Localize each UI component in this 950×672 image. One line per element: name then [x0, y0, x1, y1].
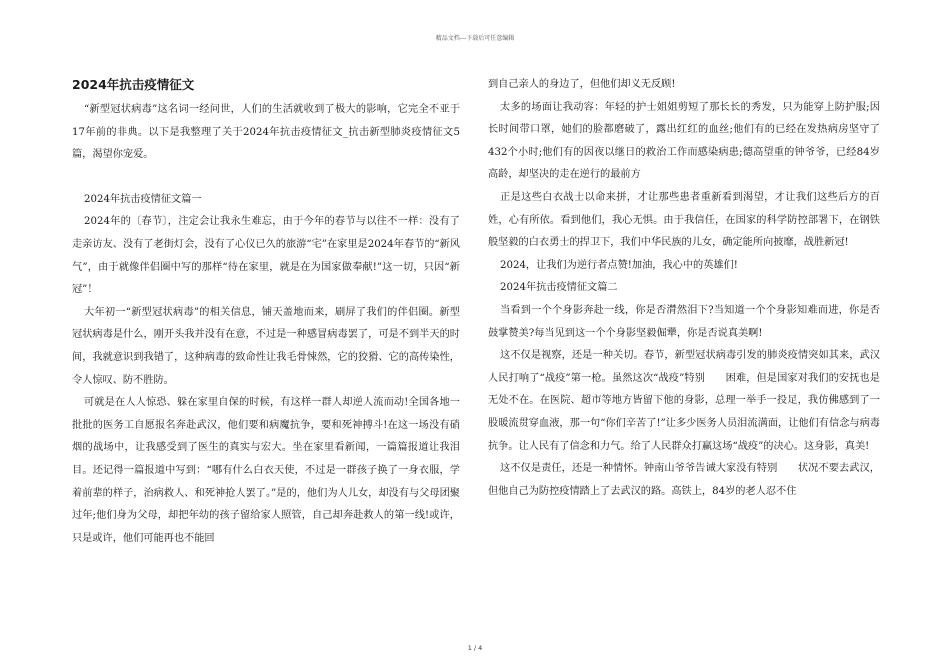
- right-column: [488, 74, 880, 503]
- paragraph: 2024，让我们为逆行者点赞!加油，我心中的英雄们!: [500, 259, 738, 271]
- page-number: 1 / 4: [467, 644, 483, 652]
- left-column: [72, 72, 460, 550]
- paragraph: 当看到一个个身影奔赴一线，你是否潸然泪下?当知道一个个身影知难而进，你是否鼓掌赞美?每当见到这一个个身影坚毅倔犟，你是否说真美啊!: [488, 304, 880, 339]
- paragraph: 这不仅是视察，还是一种关切。春节，新型冠状病毒引发的肺炎疫情突如其来，武汉人民打响了“战疫”第一枪。虽然这次“战疫”特别 困难，但是国家对我们的安抚也是无处不在。在医院、超市等地方皆留下他的身影，总理一举手一投足，我仿佛感到了一股暖流贯穿血液，那一句“你们辛苦了!”让多少医务人员泪流满面，让他们有信念与病毒抗争。让人民有了信念和力气。给了人民群众打赢这场“战疫”的决心。这身影，真美!: [488, 350, 880, 452]
- paragraph: 可就是在人人惊恐、躲在家里自保的时候，有这样一群人却逆人流而动!全国各地一批批的医务工自愿报名奔赴武汉，他们要和病魔抗争，要和死神搏斗!在这一场没有硝烟的战场中，让我感受到了医生的真实与宏大。坐在家里看新闻，一篇篇报道让我泪目。还记得一篇报道中写到：“哪有什么白衣天使，不过是一群孩子换了一身衣服，学着前辈的样子，治病救人、和死神抢人罢了。”是的，他们为人儿女，却没有与父母团聚过年;他们身为父母，却把年幼的孩子留给家人照管，自己却奔赴救人的第一线!或许，只是或许，他们可能再也不能回: [72, 397, 460, 544]
- paragraph: 大年初一“新型冠状病毒”的相关信息，铺天盖地而来，刷屏了我们的伴侣圈。新型冠状病毒是什么，刚开头我并没有在意，不过是一种感冒病毒罢了，可是不到半天的时间，我就意识到我错了，这种病毒的致命性让我毛骨悚然，它的狡猾、它的高传染性，令人惊叹、防不胜防。: [72, 306, 460, 386]
- paragraph: 这不仅是责任，还是一种情怀。钟南山爷爷告诫大家没有特别 状况不要去武汉，但他自己为防控疫情踏上了去武汉的路。高铁上，84岁的老人忍不住: [488, 463, 880, 497]
- section-heading-2: 2024年抗击疫情征文篇二: [500, 282, 618, 294]
- paragraph: 正是这些白衣战士以命来拼，才让那些患者重新看到渴望，才让我们这些后方的百姓，心有所依。看到他们，我心无惧。由于我信任，在国家的科学防控部署下，在钢铁般坚毅的白衣勇士的捍卫下，我们中华民族的儿女，确定能所向披靡，战胜新冠!: [488, 191, 880, 249]
- intro-paragraph: “新型冠状病毒”这名词一经问世，人们的生活就收到了极大的影响，它完全不亚于17年前的非典。以下是我整理了关于2024年抗击疫情征文_抗击新型肺炎疫情征文5篇，渴望你宠爱。: [72, 104, 460, 161]
- header-note: 精品文档---下载后可任意编辑: [435, 35, 515, 42]
- section-heading-1: 2024年抗击疫情征文篇一: [84, 193, 202, 205]
- paragraph: 到自己亲人的身边了，但他们却义无反顾!: [488, 79, 676, 90]
- paragraph: 2024年的〔春节〕，注定会让我永生难忘，由于今年的春节与以往不一样：没有了走亲访友、没有了老街灯会，没有了心仪已久的旅游“宅”在家里是2024年春节的“新风气”，由于就像伴侣圈中写的那样“待在家里，就是在为国家做奉献!”这一切，只因“新冠”！: [72, 216, 460, 296]
- paragraph: 太多的场面让我动容：年轻的护士姐姐剪短了那长长的秀发，只为能穿上防护服;因长时间带口罩，她们的脸都磨破了，露出红红的血丝;他们有的已经在发热病房坚守了432个小时;他们有的因夜以继日的救治工作而感染病患;德高望重的钟爷爷，已经84岁高龄，却坚决的走在逆行的最前方: [488, 101, 880, 181]
- document-title: 2024年抗击疫情征文: [72, 77, 195, 92]
- blank-line: [72, 167, 460, 189]
